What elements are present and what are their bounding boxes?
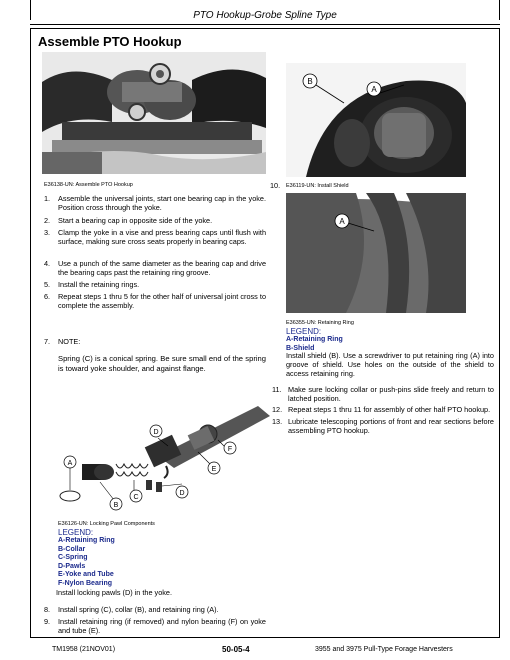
figure-locking-pawl-caption: E36126-UN: Locking Pawl Components xyxy=(58,521,155,527)
legend-item: D-Pawls xyxy=(58,562,86,570)
step-text: Make sure locking collar or push-pins slide freely and return to latched position. xyxy=(288,385,494,404)
legend-item: B-Shield xyxy=(286,344,315,352)
step-number: 1. xyxy=(44,194,51,203)
legend-item: A-Retaining Ring xyxy=(286,336,343,343)
step-text: Clamp the yoke in a vise and press bearing caps until flush with surface, making sure cross seats properly in bearing caps. xyxy=(58,228,266,247)
step-text: Start a bearing cap in opposite side of the yoke. xyxy=(58,216,213,225)
step-9 xyxy=(44,617,266,635)
legend-item: B-Collar xyxy=(58,545,86,553)
step-3 xyxy=(44,228,266,246)
step-text: Repeat steps 1 thru 5 for the other half of universal joint cross to complete the assembly. xyxy=(58,292,266,311)
step-4 xyxy=(44,259,266,277)
step-text: Install spring (C), collar (B), and retaining ring (A). xyxy=(58,605,219,614)
legend-item: F-Nylon Bearing xyxy=(58,579,113,587)
footer-doc-id: TM1958 (21NOV01) xyxy=(52,646,116,653)
step-7-note xyxy=(44,337,266,346)
step-10-number: 10. xyxy=(270,181,281,190)
callout-d: D xyxy=(179,490,185,497)
callout-c: C xyxy=(133,494,139,501)
figure-install-shield xyxy=(286,63,466,177)
step-5 xyxy=(44,280,266,289)
legend-item: A-Retaining Ring xyxy=(58,537,115,544)
step-number: 4. xyxy=(44,259,51,268)
step-number: 9. xyxy=(44,617,51,626)
legend-item: E-Yoke and Tube xyxy=(58,571,114,578)
retaining-ring-illustration xyxy=(286,193,466,313)
callout-b: B xyxy=(307,77,313,86)
step-text: Install retaining ring (if removed) and nylon bearing (F) on yoke and tube (E). xyxy=(58,617,266,636)
locking-pawl-legend xyxy=(58,537,115,588)
step-number: 7. xyxy=(44,337,51,346)
legend-item: C-Spring xyxy=(58,554,88,561)
universal-joint-illustration xyxy=(42,52,266,174)
shield-instruction: Install shield (B). Use a screwdriver to put retaining ring (A) into groove of shield. Use holes on the outside of the shield to access retaining ring. xyxy=(286,351,494,379)
step-2 xyxy=(44,216,266,225)
callout-a: A xyxy=(67,460,73,467)
callout-a: A xyxy=(371,85,377,94)
figure-install-shield-caption: E36119-UN: Install Shield xyxy=(286,183,349,189)
figure-locking-pawl xyxy=(58,396,272,516)
figure-assemble-pto xyxy=(42,52,266,174)
step-text: Use a punch of the same diameter as the bearing cap and drive the bearing caps past the retaining ring groove. xyxy=(58,259,266,278)
step-number: 6. xyxy=(44,292,51,301)
header-rule xyxy=(30,24,500,25)
note-label: NOTE: xyxy=(58,337,81,346)
footer-model: 3955 and 3975 Pull-Type Forage Harvesters xyxy=(315,646,453,653)
step-13 xyxy=(272,417,494,435)
locking-pawl-illustration xyxy=(58,396,272,516)
step-text: Assemble the universal joints, start one bearing cap in the yoke. Position cross through the yoke. xyxy=(58,194,266,213)
step-1 xyxy=(44,194,266,212)
step-number: 5. xyxy=(44,280,51,289)
section-title: Assemble PTO Hookup xyxy=(38,34,182,49)
figure-retaining-ring-caption: E36355-UN: Retaining Ring xyxy=(286,320,354,326)
step-text: Install the retaining rings. xyxy=(58,280,140,289)
step-number: 12. xyxy=(272,405,283,414)
callout-f: F xyxy=(227,446,233,453)
callout-d: D xyxy=(153,429,159,436)
step-text: Lubricate telescoping portions of front and rear sections before assembling PTO hookup. xyxy=(288,417,494,436)
figure-assemble-pto-caption: E36138-UN: Assemble PTO Hookup xyxy=(44,182,133,188)
callout-b: B xyxy=(113,502,119,509)
step-text: Repeat steps 1 thru 11 for assembly of other half PTO hookup. xyxy=(288,405,491,414)
step-6 xyxy=(44,292,266,310)
figure-retaining-ring xyxy=(286,193,466,313)
callout-e: E xyxy=(211,466,217,473)
step-number: 11. xyxy=(272,385,282,394)
retaining-ring-legend-title: LEGEND: xyxy=(286,327,322,336)
callout-a: A xyxy=(339,217,345,226)
locking-pawl-legend-title: LEGEND: xyxy=(58,528,94,537)
install-pawls-text: Install locking pawls (D) in the yoke. xyxy=(56,588,172,597)
page-header-title: PTO Hookup-Grobe Spline Type xyxy=(193,10,337,21)
step-12 xyxy=(272,405,494,414)
step-number: 8. xyxy=(44,605,51,614)
step-8 xyxy=(44,605,266,614)
footer-page-number: 50-05-4 xyxy=(222,645,250,654)
step-number: 13. xyxy=(272,417,283,426)
step-number: 2. xyxy=(44,216,51,225)
note-text: Spring (C) is a conical spring. Be sure small end of the spring is toward yoke shoulder, and against flange. xyxy=(58,354,266,373)
step-number: 3. xyxy=(44,228,51,237)
step-11 xyxy=(272,385,494,403)
install-shield-illustration xyxy=(286,63,466,177)
